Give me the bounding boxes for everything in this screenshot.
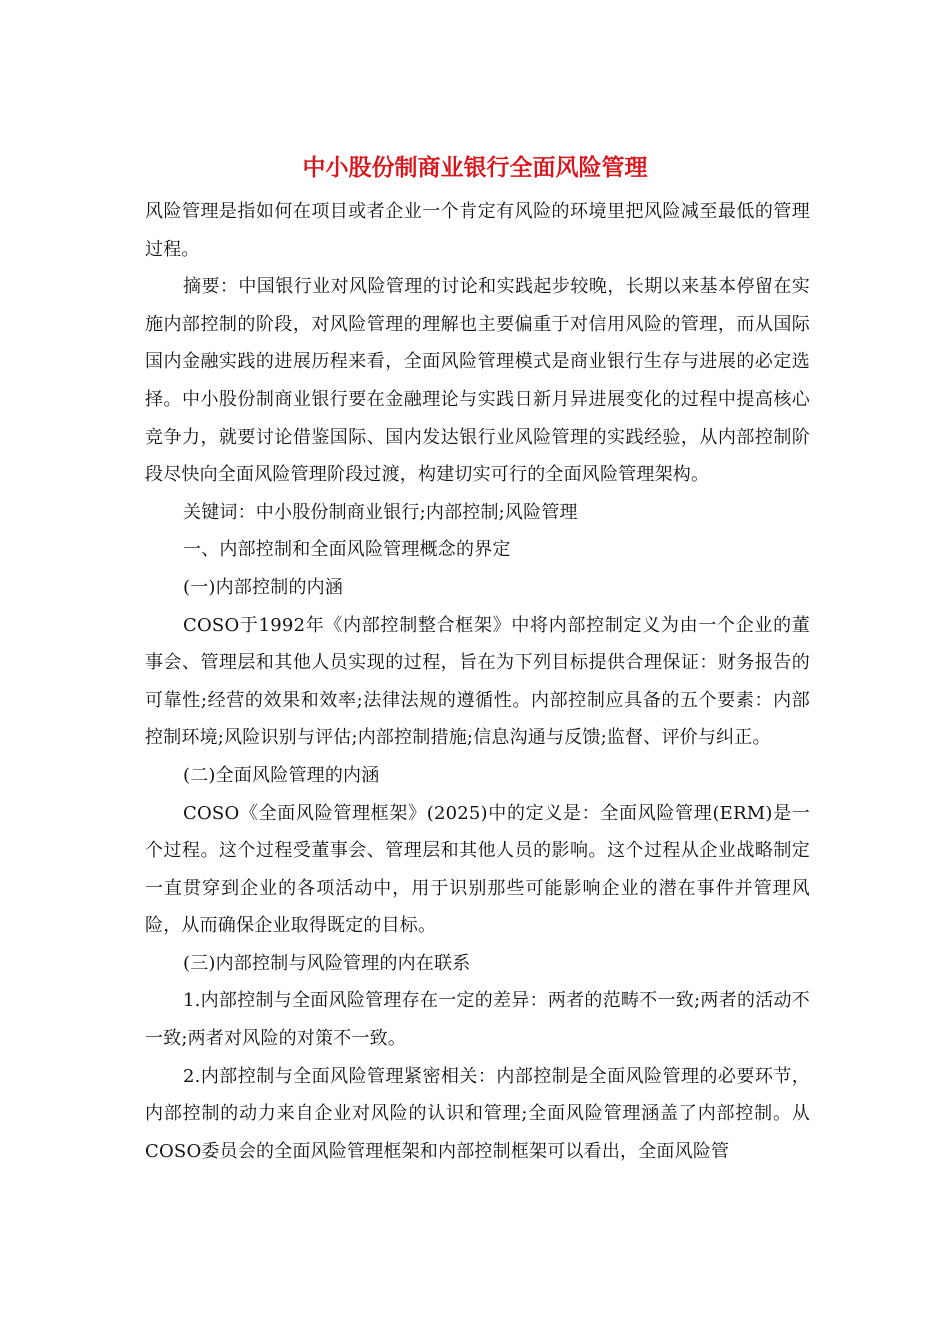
paragraph-internal-control: COSO于1992年《内部控制整合框架》中将内部控制定义为由一个企业的董事会、管理层和其他人员实现的过程，旨在为下列目标提供合理保证：财务报告的可靠性;经营的效果和效率;法律法规的遵循性。内部控制应具备的五个要素：内部控制环境;风险识别与评估;内部控制措施;信息沟通与反馈;监督、评价与纠正。	[145, 614, 810, 749]
paragraph-intro: 风险管理是指如何在项目或者企业一个肯定有风险的环境里把风险减至最低的管理过程。	[145, 201, 810, 260]
paragraph-keywords: 关键词：中小股份制商业银行;内部控制;风险管理	[183, 501, 578, 523]
subsection-heading-1: (一)内部控制的内涵	[183, 576, 344, 598]
subsection-heading-3: (三)内部控制与风险管理的内在联系	[183, 952, 471, 974]
paragraph-abstract: 摘要：中国银行业对风险管理的讨论和实践起步较晚，长期以来基本停留在实施内部控制的阶段，对风险管理的理解也主要偏重于对信用风险的管理，而从国际国内金融实践的进展历程来看，全面风险管理模式是商业银行生存与进展的必定选择。中小股份制商业银行要在金融理论与实践日新月异进展变化的过程中提高核心竞争力，就要讨论借鉴国际、国内发达银行业风险管理的实践经验，从内部控制阶段尽快向全面风险管理阶段过渡，构建切实可行的全面风险管理架构。	[145, 276, 810, 486]
document-title: 中小股份制商业银行全面风险管理	[302, 154, 648, 181]
subsection-heading-2: (二)全面风险管理的内涵	[183, 764, 380, 786]
paragraph-point-1: 1.内部控制与全面风险管理存在一定的差异：两者的范畴不一致;两者的活动不一致;两者对风险的对策不一致。	[145, 990, 810, 1050]
paragraph-point-2: 2.内部控制与全面风险管理紧密相关：内部控制是全面风险管理的必要环节，内部控制的动力来自企业对风险的认识和管理;全面风险管理涵盖了内部控制。从COSO委员会的全面风险管理框架和内部控制框架可以看出，全面风险管	[145, 1065, 810, 1162]
section-heading-1: 一、内部控制和全面风险管理概念的界定	[183, 539, 511, 561]
document-body	[145, 193, 810, 1170]
paragraph-erm: COSO《全面风险管理框架》(2025)中的定义是：全面风险管理(ERM)是一个过程。这个过程受董事会、管理层和其他人员的影响。这个过程从企业战略制定一直贯穿到企业的各项活动中，用于识别那些可能影响企业的潜在事件并管理风险，从而确保企业取得既定的目标。	[145, 802, 810, 937]
